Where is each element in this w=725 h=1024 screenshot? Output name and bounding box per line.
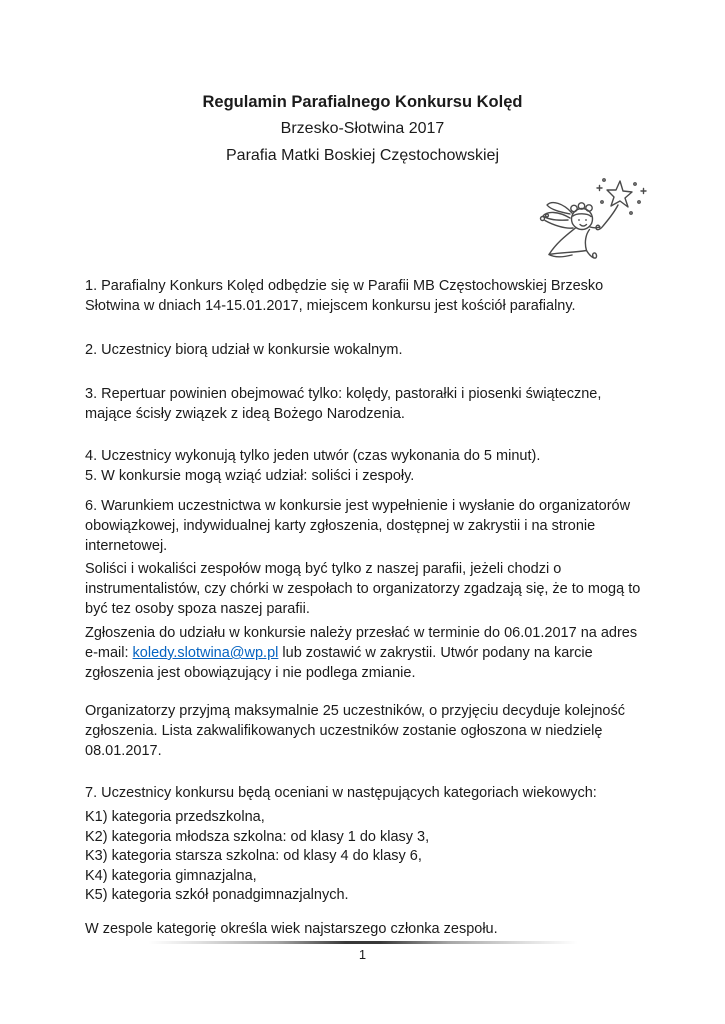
document-title: Regulamin Parafialnego Konkursu Kolęd [202,93,523,111]
paragraph-4: 4. Uczestnicy wykonują tylko jeden utwór (czas wykonania do 5 minut). [85,448,541,464]
paragraph-2: 2. Uczestnicy biorą udział w konkursie wokalnym. [85,342,403,358]
document-body [85,276,647,939]
paragraph-7: 7. Uczestnicy konkursu będą oceniani w następujących kategoriach wiekowych: [85,785,597,801]
footer-divider [148,941,578,944]
paragraph-5: 5. W konkursie mogą wziąć udział: soliści i zespoły. [85,468,415,484]
document-footer [0,941,725,962]
document-header [0,92,725,173]
email-link[interactable]: koledy.slotwina@wp.pl [132,645,279,661]
page-number: 1 [358,947,367,962]
paragraph-final: W zespole kategorię określa wiek najstarszego członka zespołu. [85,920,498,937]
paragraph-6: 6. Warunkiem uczestnictwa w konkursie jest wypełnienie i wysłanie do organizatorów obowiązkowej, indywidualnej karty zgłoszenia, dostępnej w zakrystii i na stronie internetowej. [85,498,631,554]
paragraph-submission [85,623,647,683]
category-item-k5: K5) kategoria szkół ponadgimnazjalnych. [85,887,349,903]
document-subtitle-event: Brzesko-Słotwina 2017 [280,120,445,137]
category-list [85,808,647,906]
paragraph-6-soloists: Soliści i wokaliści zespołów mogą być tylko z naszej parafii, jeżeli chodzi o instrumentalistów, czy chórki w zespołach to organizatorzy zgadzają się, że to mogą to być tez osoby spoza naszej parafii. [85,561,641,617]
paragraph-1: 1. Parafialny Konkurs Kolęd odbędzie się w Parafii MB Częstochowskiej Brzesko Słotwina w dniach 14-15.01.2017, miejscem konkursu jest kościół parafialny. [85,278,604,314]
paragraph-3: 3. Repertuar powinien obejmować tylko: kolędy, pastorałki i piosenki świąteczne, mające ścisły związek z ideą Bożego Narodzenia. [85,386,602,422]
submission-text-after: lub zostawić w zakrystii. Utwór podany na karcie zgłoszenia jest obowiązujący i nie podlega zmianie. [85,645,593,681]
paragraph-organizers: Organizatorzy przyjmą maksymalnie 25 uczestników, o przyjęciu decyduje kolejność zgłoszenia. Lista zakwalifikowanych uczestników zostanie ogłoszona w niedzielę 08.01.2017. [85,703,625,759]
category-item-k3: K3) kategoria starsza szkolna: od klasy 4 do klasy 6, [85,848,422,864]
category-item-k2: K2) kategoria młodsza szkolna: od klasy 1 do klasy 3, [85,828,430,845]
angel-holding-star-wand-icon [536,172,654,270]
document-subtitle-parish: Parafia Matki Boskiej Częstochowskiej [226,147,499,164]
submission-text-before: Zgłoszenia do udziału w konkursie należy przesłać w terminie do 06.01.2017 na adres e-mail: [85,625,638,661]
category-item-k4: K4) kategoria gimnazjalna, [85,867,257,884]
category-item-k1: K1) kategoria przedszkolna, [85,809,265,825]
